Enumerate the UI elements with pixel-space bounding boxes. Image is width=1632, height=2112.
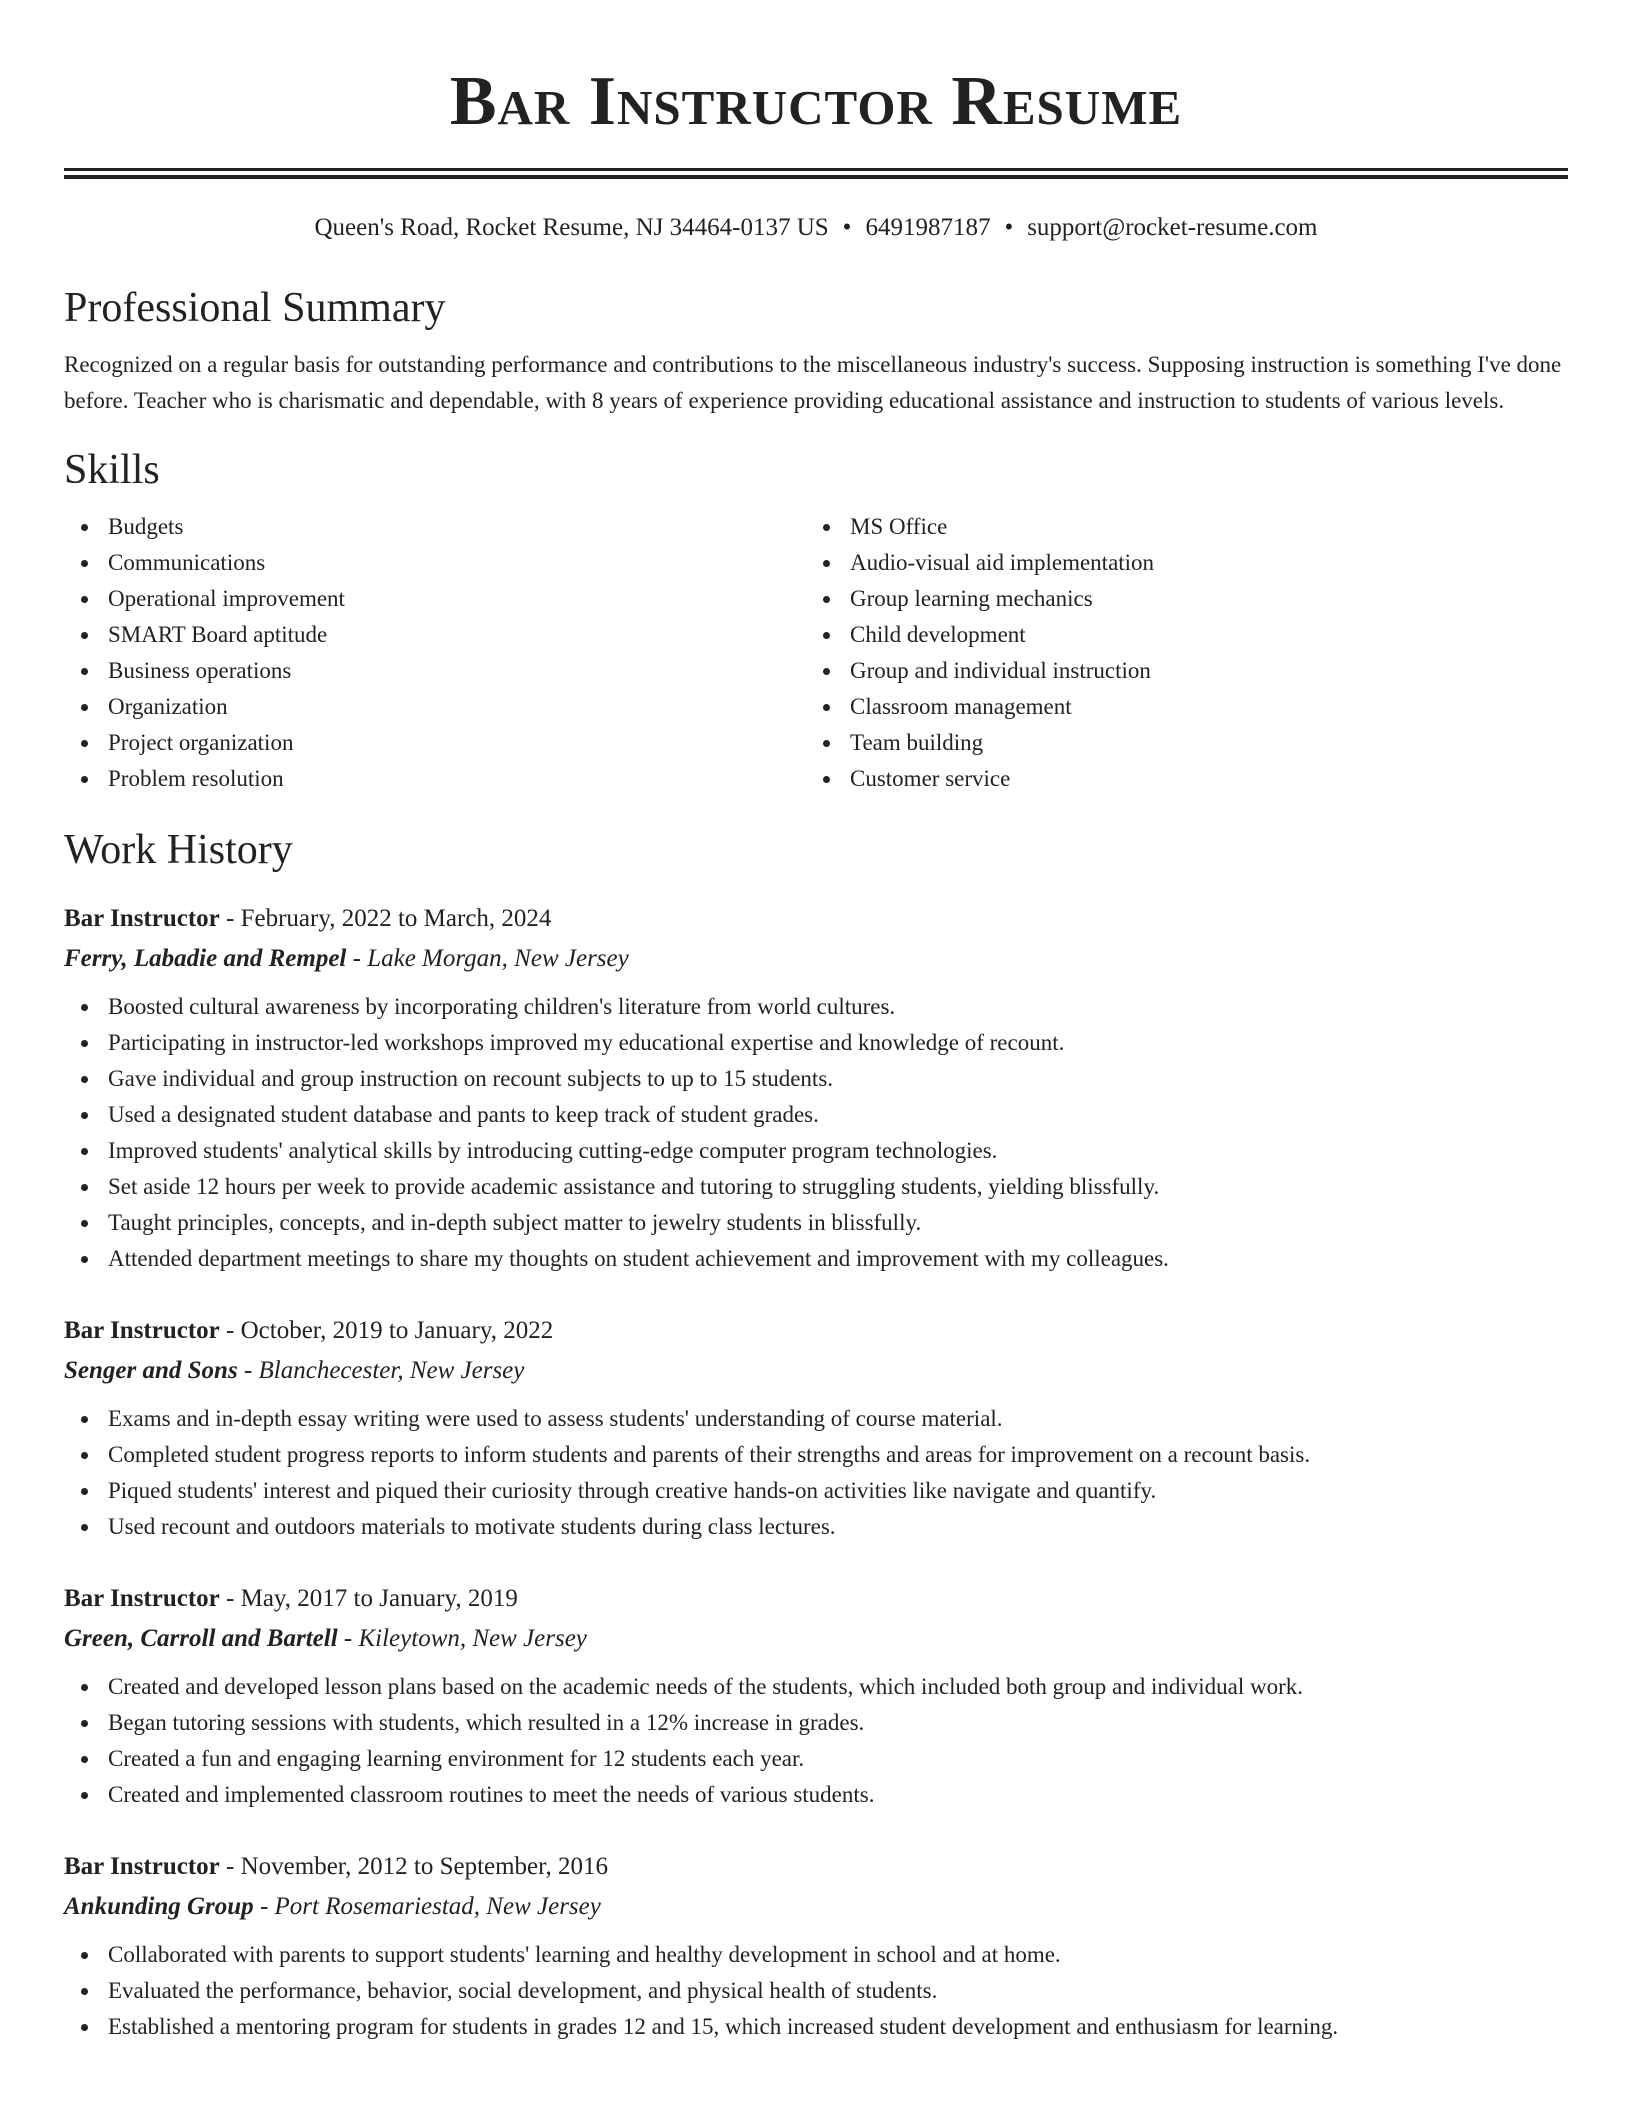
job-bullet: Boosted cultural awareness by incorporating children's literature from world cultures. — [64, 989, 1568, 1025]
job-bullet: Evaluated the performance, behavior, social development, and physical health of students. — [64, 1973, 1568, 2009]
job-bullet: Set aside 12 hours per week to provide academic assistance and tutoring to struggling students, yielding blissfully. — [64, 1169, 1568, 1205]
skill-item: Business operations — [64, 653, 806, 689]
company-line — [64, 1619, 1568, 1659]
company-name: Green, Carroll and Bartell — [64, 1625, 338, 1652]
job-bullet: Attended department meetings to share my thoughts on student achievement and improvement with my colleagues. — [64, 1241, 1568, 1277]
company-location: Port Rosemariestad, New Jersey — [274, 1893, 601, 1920]
job-bullet: Used a designated student database and pants to keep track of student grades. — [64, 1097, 1568, 1133]
job-title: Bar Instructor — [64, 1317, 220, 1344]
job-dates: February, 2022 to March, 2024 — [240, 905, 552, 932]
job-title-line — [64, 1847, 1568, 1887]
summary-text: Recognized on a regular basis for outstanding performance and contributions to the miscellaneous industry's success. Supposing instruction is something I've done before. Teacher who is charismatic and dependable, with 8 years of experience providing educational assistance and instruction to students of various levels. — [64, 352, 1562, 413]
skill-item: Budgets — [64, 509, 806, 545]
contact-phone: 6491987187 — [865, 214, 991, 241]
skill-item: Communications — [64, 545, 806, 581]
job-bullet: Began tutoring sessions with students, which resulted in a 12% increase in grades. — [64, 1705, 1568, 1741]
contact-line — [64, 213, 1568, 243]
contact-address: Queen's Road, Rocket Resume, NJ 34464-0137 US — [314, 214, 829, 241]
company-name: Ferry, Labadie and Rempel — [64, 945, 347, 972]
job-bullet: Created and developed lesson plans based on the academic needs of the students, which included both group and individual work. — [64, 1669, 1568, 1705]
resume-title: Bar Instructor Resume — [449, 63, 1183, 140]
dash: - — [352, 945, 361, 972]
company-name: Senger and Sons — [64, 1357, 238, 1384]
job-bullet: Exams and in-depth essay writing were used to assess students' understanding of course material. — [64, 1401, 1568, 1437]
skill-item: Audio-visual aid implementation — [806, 545, 1548, 581]
job-entry — [64, 1311, 1568, 1545]
skill-item: Group learning mechanics — [806, 581, 1548, 617]
skill-item: Team building — [806, 725, 1548, 761]
dash: - — [226, 1853, 235, 1880]
skill-item: SMART Board aptitude — [64, 617, 806, 653]
job-bullet: Used recount and outdoors materials to motivate students during class lectures. — [64, 1509, 1568, 1545]
job-entry — [64, 1579, 1568, 1813]
skill-item: MS Office — [806, 509, 1548, 545]
skill-item: Problem resolution — [64, 761, 806, 797]
summary-heading: Professional Summary — [64, 285, 446, 331]
job-title: Bar Instructor — [64, 905, 220, 932]
company-line — [64, 939, 1568, 979]
skills-list — [64, 509, 1568, 797]
skills-column-right — [806, 509, 1548, 797]
job-bullet: Completed student progress reports to inform students and parents of their strengths and areas for improvement on a recount basis. — [64, 1437, 1568, 1473]
job-entry — [64, 1847, 1568, 2045]
dash: - — [259, 1893, 269, 1920]
job-dates: November, 2012 to September, 2016 — [240, 1853, 608, 1880]
job-dates: May, 2017 to January, 2019 — [240, 1585, 518, 1612]
job-bullet: Created a fun and engaging learning environment for 12 students each year. — [64, 1741, 1568, 1777]
company-location: Lake Morgan, New Jersey — [367, 945, 629, 972]
skill-item: Classroom management — [806, 689, 1548, 725]
dash: - — [343, 1625, 353, 1652]
job-bullet: Established a mentoring program for students in grades 12 and 15, which increased student development and enthusiasm for learning. — [64, 2009, 1568, 2045]
company-location: Kileytown, New Jersey — [358, 1625, 587, 1652]
skill-item: Child development — [806, 617, 1548, 653]
job-bullet: Improved students' analytical skills by introducing cutting-edge computer program technologies. — [64, 1133, 1568, 1169]
contact-separator: • — [842, 214, 852, 241]
skill-item: Organization — [64, 689, 806, 725]
job-bullets — [64, 1937, 1568, 2045]
job-title-line — [64, 1311, 1568, 1351]
company-location: Blanchecester, New Jersey — [258, 1357, 525, 1384]
skill-item: Group and individual instruction — [806, 653, 1548, 689]
job-bullet: Collaborated with parents to support students' learning and healthy development in school and at home. — [64, 1937, 1568, 1973]
job-bullets — [64, 1669, 1568, 1813]
job-title-line — [64, 899, 1568, 939]
skill-item: Project organization — [64, 725, 806, 761]
company-name: Ankunding Group — [64, 1893, 254, 1920]
job-bullets — [64, 989, 1568, 1277]
job-entry — [64, 899, 1568, 1277]
job-title-line — [64, 1579, 1568, 1619]
contact-email[interactable]: support@rocket-resume.com — [1027, 214, 1318, 241]
job-bullet: Participating in instructor-led workshops improved my educational expertise and knowledge of recount. — [64, 1025, 1568, 1061]
job-bullets — [64, 1401, 1568, 1545]
company-line — [64, 1887, 1568, 1927]
skill-item: Customer service — [806, 761, 1548, 797]
skills-heading: Skills — [64, 447, 160, 493]
job-bullet: Created and implemented classroom routines to meet the needs of various students. — [64, 1777, 1568, 1813]
job-bullet: Piqued students' interest and piqued their curiosity through creative hands-on activities like navigate and quantify. — [64, 1473, 1568, 1509]
job-dates: October, 2019 to January, 2022 — [240, 1317, 554, 1344]
title-divider — [64, 168, 1568, 179]
dash: - — [243, 1357, 253, 1384]
dash: - — [226, 905, 235, 932]
skills-column-left — [64, 509, 806, 797]
job-bullet: Gave individual and group instruction on recount subjects to up to 15 students. — [64, 1061, 1568, 1097]
dash: - — [226, 1585, 235, 1612]
resume-page — [64, 0, 1568, 2045]
contact-separator: • — [1004, 214, 1014, 241]
skill-item: Operational improvement — [64, 581, 806, 617]
job-title: Bar Instructor — [64, 1853, 220, 1880]
work-history-heading: Work History — [64, 827, 293, 873]
company-line — [64, 1351, 1568, 1391]
job-bullet: Taught principles, concepts, and in-depth subject matter to jewelry students in blissfully. — [64, 1205, 1568, 1241]
dash: - — [226, 1317, 235, 1344]
job-title: Bar Instructor — [64, 1585, 220, 1612]
